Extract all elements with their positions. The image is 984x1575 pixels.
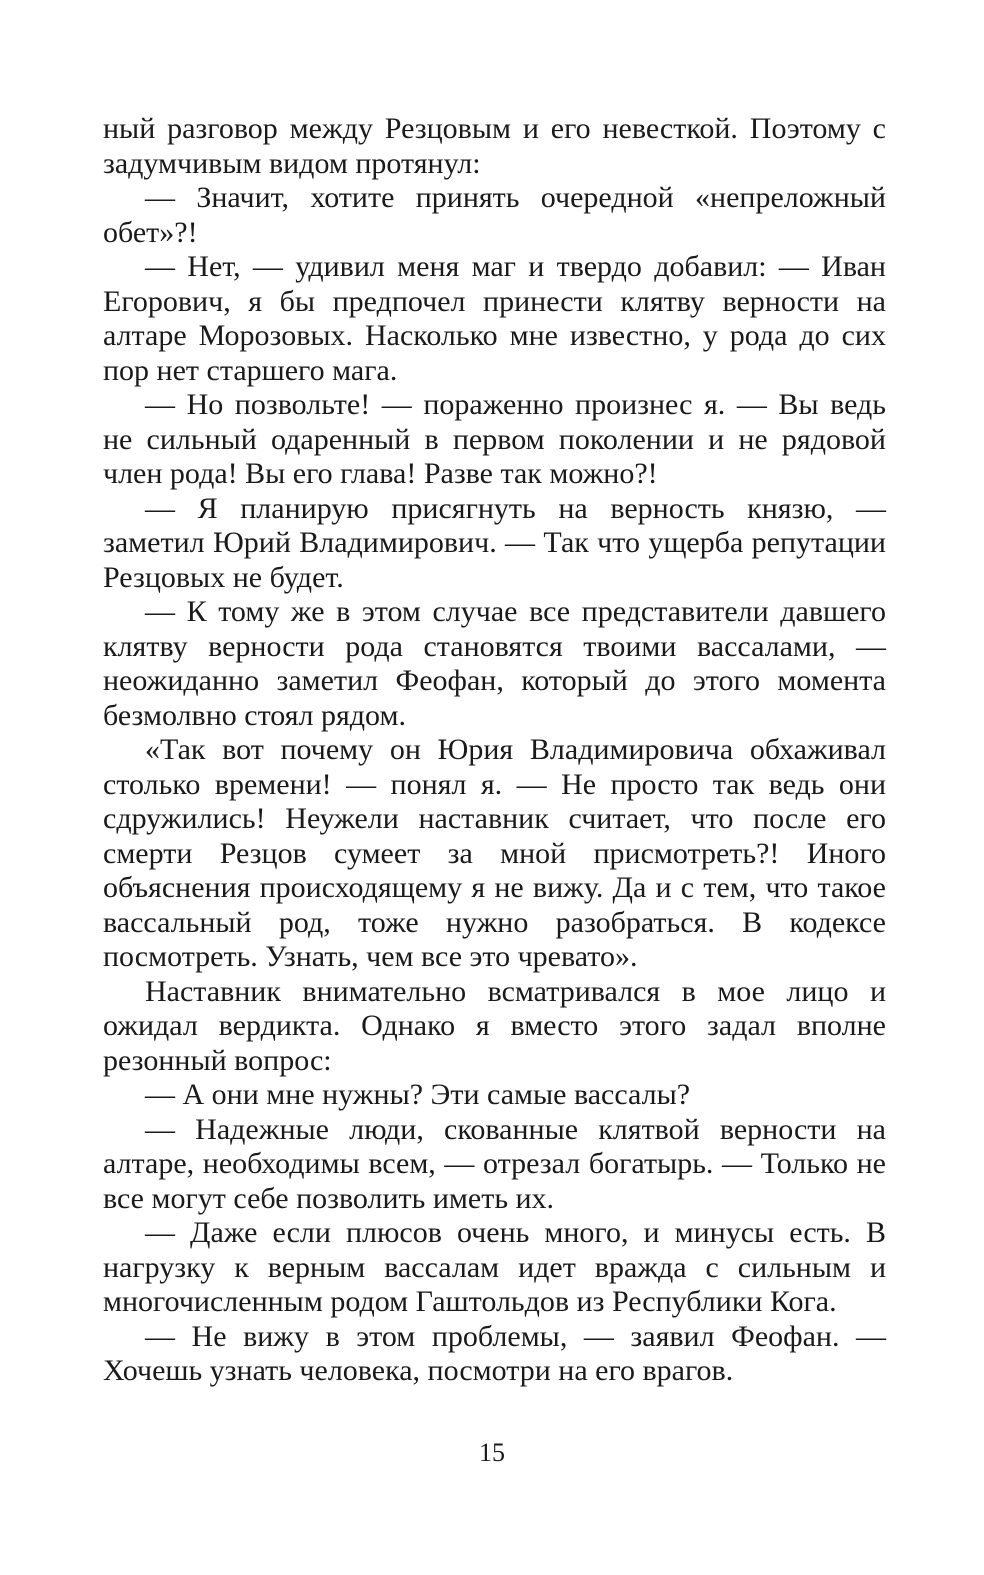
- paragraph-dialogue: — Даже если плюсов очень много, и минусы есть. В нагрузку к верным вассалам идет вражда с сильным и многочисленным родом Гаштольдов из Республики Кога.: [103, 1216, 886, 1318]
- paragraph-dialogue: — К тому же в этом случае все представители давшего клятву верности рода становятся твоими вассалами, — неожиданно заметил Феофан, который до этого момента безмолвно стоял рядом.: [103, 595, 886, 732]
- paragraph-continuation: ный разговор между Резцовым и его невесткой. Поэтому с задумчивым видом протянул:: [103, 112, 886, 180]
- paragraph-narration: Наставник внимательно всматривался в мое лицо и ожидал вердикта. Однако я вместо этого задал вполне резонный вопрос:: [103, 974, 886, 1077]
- page-number: 15: [479, 1438, 505, 1467]
- paragraph-dialogue: — Не вижу в этом проблемы, — заявил Феофан. — Хочешь узнать человека, посмотри на его врагов.: [103, 1319, 886, 1387]
- paragraph-dialogue: — Но позвольте! — пораженно произнес я. — Вы ведь не сильный одаренный в первом поколении и не рядовой член рода! Вы его глава! Разве так можно?!: [103, 388, 886, 490]
- paragraph-thought: «Так вот почему он Юрия Владимировича обхаживал столько времени! — понял я. — Не просто так ведь они сдружились! Неужели наставник считает, что после его смерти Резцов сумеет за мной присмотреть?! Иного объяснения происходящему я не вижу. Да и с тем, что такое вассальный род, тоже нужно разобраться. В кодексе посмотреть. Узнать, чем все это чревато».: [103, 733, 886, 973]
- paragraph-dialogue: — Нет, — удивил меня маг и твердо добавил: — Иван Егорович, я бы предпочел принести клятву верности на алтаре Морозовых. Насколько мне известно, у рода до сих пор нет старшего мага.: [103, 250, 886, 387]
- page-body-text: [103, 112, 886, 1389]
- paragraph-dialogue: — Значит, хотите принять очередной «непреложный обет»?!: [103, 181, 886, 249]
- paragraph-dialogue: — Надежные люди, скованные клятвой верности на алтаре, необходимы всем, — отрезал богатырь. — Только не все могут себе позволить иметь их.: [103, 1112, 886, 1215]
- paragraph-dialogue: — А они мне нужны? Эти самые вассалы?: [145, 1078, 691, 1111]
- paragraph-dialogue: — Я планирую присягнуть на верность князю, — заметил Юрий Владимирович. — Так что ущерба репутации Резцовых не будет.: [103, 491, 886, 594]
